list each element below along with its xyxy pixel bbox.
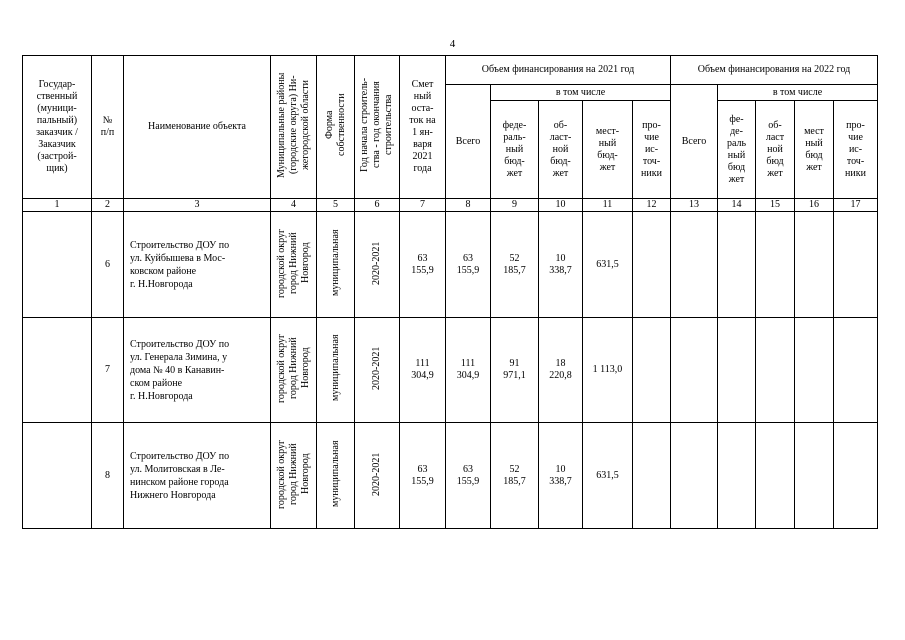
cell-customer <box>23 212 92 318</box>
header-fin-2021: Объем финансирования на 2021 год <box>446 56 671 85</box>
cell-federal-2022 <box>718 318 756 423</box>
cell-total-2022 <box>671 318 718 423</box>
cell-federal-2021: 52 185,7 <box>491 212 539 318</box>
cell-other-2021 <box>633 318 671 423</box>
column-number-row <box>23 199 878 212</box>
cell-total-2021: 63 155,9 <box>446 212 491 318</box>
column-number: 4 <box>271 199 317 212</box>
financing-table <box>22 55 878 529</box>
cell-federal-2022 <box>718 423 756 529</box>
cell-other-2022 <box>834 212 878 318</box>
header-including-2021: в том числе <box>491 85 671 101</box>
column-number: 3 <box>124 199 271 212</box>
header-object-name: Наименование объекта <box>124 56 271 199</box>
cell-federal-2021: 52 185,7 <box>491 423 539 529</box>
header-federal-2021: феде- раль- ный бюд- жет <box>491 101 539 199</box>
header-regional-2021: об- ласт- ной бюд- жет <box>539 101 583 199</box>
column-number: 15 <box>756 199 795 212</box>
cell-local-2021: 631,5 <box>583 423 633 529</box>
cell-regional-2022 <box>756 318 795 423</box>
column-number: 1 <box>23 199 92 212</box>
cell-customer <box>23 423 92 529</box>
cell-customer <box>23 318 92 423</box>
column-number: 2 <box>92 199 124 212</box>
table-row <box>23 423 878 529</box>
cell-ownership: муниципальная <box>317 212 355 318</box>
cell-regional-2021: 18 220,8 <box>539 318 583 423</box>
column-number: 13 <box>671 199 718 212</box>
cell-total-2021: 111 304,9 <box>446 318 491 423</box>
cell-object-name: Строительство ДОУ по ул. Молитовская в Ле- нинском районе города Нижнего Новгорода <box>124 423 271 529</box>
header-local-2021: мест- ный бюд- жет <box>583 101 633 199</box>
cell-years: 2020-2021 <box>355 212 400 318</box>
header-total-2022: Всего <box>671 85 718 199</box>
cell-federal-2021: 91 971,1 <box>491 318 539 423</box>
cell-years: 2020-2021 <box>355 423 400 529</box>
cell-other-2022 <box>834 423 878 529</box>
table-row <box>23 318 878 423</box>
header-other-2022: про- чие ис- точ- ники <box>834 101 878 199</box>
cell-object-name: Строительство ДОУ по ул. Куйбышева в Мос- ковском районе г. Н.Новгорода <box>124 212 271 318</box>
header-ownership: Форма собственности <box>317 56 355 199</box>
cell-ownership: муниципальная <box>317 318 355 423</box>
column-number: 11 <box>583 199 633 212</box>
cell-district: городской округ город Нижний Новгород <box>271 212 317 318</box>
page-number: 4 <box>449 38 456 50</box>
cell-number: 6 <box>92 212 124 318</box>
header-including-2022: в том числе <box>718 85 878 101</box>
cell-other-2022 <box>834 318 878 423</box>
column-number: 12 <box>633 199 671 212</box>
header-other-2021: про- чие ис- точ- ники <box>633 101 671 199</box>
cell-federal-2022 <box>718 212 756 318</box>
column-number: 10 <box>539 199 583 212</box>
cell-total-2021: 63 155,9 <box>446 423 491 529</box>
column-number: 6 <box>355 199 400 212</box>
header-federal-2022: фе- де- раль ный бюд жет <box>718 101 756 199</box>
cell-years: 2020-2021 <box>355 318 400 423</box>
cell-estimate: 63 155,9 <box>400 212 446 318</box>
cell-local-2022 <box>795 212 834 318</box>
cell-estimate: 111 304,9 <box>400 318 446 423</box>
header-local-2022: мест ный бюд жет <box>795 101 834 199</box>
cell-object-name: Строительство ДОУ по ул. Генерала Зимина, у дома № 40 в Канавин- ском районе г. Н.Новгорода <box>124 318 271 423</box>
column-number: 17 <box>834 199 878 212</box>
header-estimate: Смет ный оста- ток на 1 ян- варя 2021 года <box>400 56 446 199</box>
header-number: № п/п <box>92 56 124 199</box>
column-number: 14 <box>718 199 756 212</box>
column-number: 7 <box>400 199 446 212</box>
cell-district: городской округ город Нижний Новгород <box>271 318 317 423</box>
header-fin-2022: Объем финансирования на 2022 год <box>671 56 878 85</box>
header-years: Год начала строитель- ства - год окончания строительства <box>355 56 400 199</box>
cell-other-2021 <box>633 423 671 529</box>
column-number: 9 <box>491 199 539 212</box>
cell-regional-2022 <box>756 423 795 529</box>
cell-district: городской округ город Нижний Новгород <box>271 423 317 529</box>
header-total-2021: Всего <box>446 85 491 199</box>
cell-number: 7 <box>92 318 124 423</box>
cell-regional-2021: 10 338,7 <box>539 212 583 318</box>
cell-local-2022 <box>795 423 834 529</box>
cell-ownership: муниципальная <box>317 423 355 529</box>
cell-local-2021: 1 113,0 <box>583 318 633 423</box>
header-regional-2022: об- ласт ной бюд жет <box>756 101 795 199</box>
column-number: 16 <box>795 199 834 212</box>
cell-total-2022 <box>671 423 718 529</box>
header-districts: Муниципальные районы (городские округа) Ни- жегородской области <box>271 56 317 199</box>
header-customer: Государ- ственный (муници- пальный) заказчик / Заказчик (застрой- щик) <box>23 56 92 199</box>
cell-regional-2022 <box>756 212 795 318</box>
column-number: 5 <box>317 199 355 212</box>
cell-other-2021 <box>633 212 671 318</box>
column-number: 8 <box>446 199 491 212</box>
cell-estimate: 63 155,9 <box>400 423 446 529</box>
cell-local-2021: 631,5 <box>583 212 633 318</box>
cell-regional-2021: 10 338,7 <box>539 423 583 529</box>
cell-number: 8 <box>92 423 124 529</box>
cell-local-2022 <box>795 318 834 423</box>
cell-total-2022 <box>671 212 718 318</box>
table-row <box>23 212 878 318</box>
